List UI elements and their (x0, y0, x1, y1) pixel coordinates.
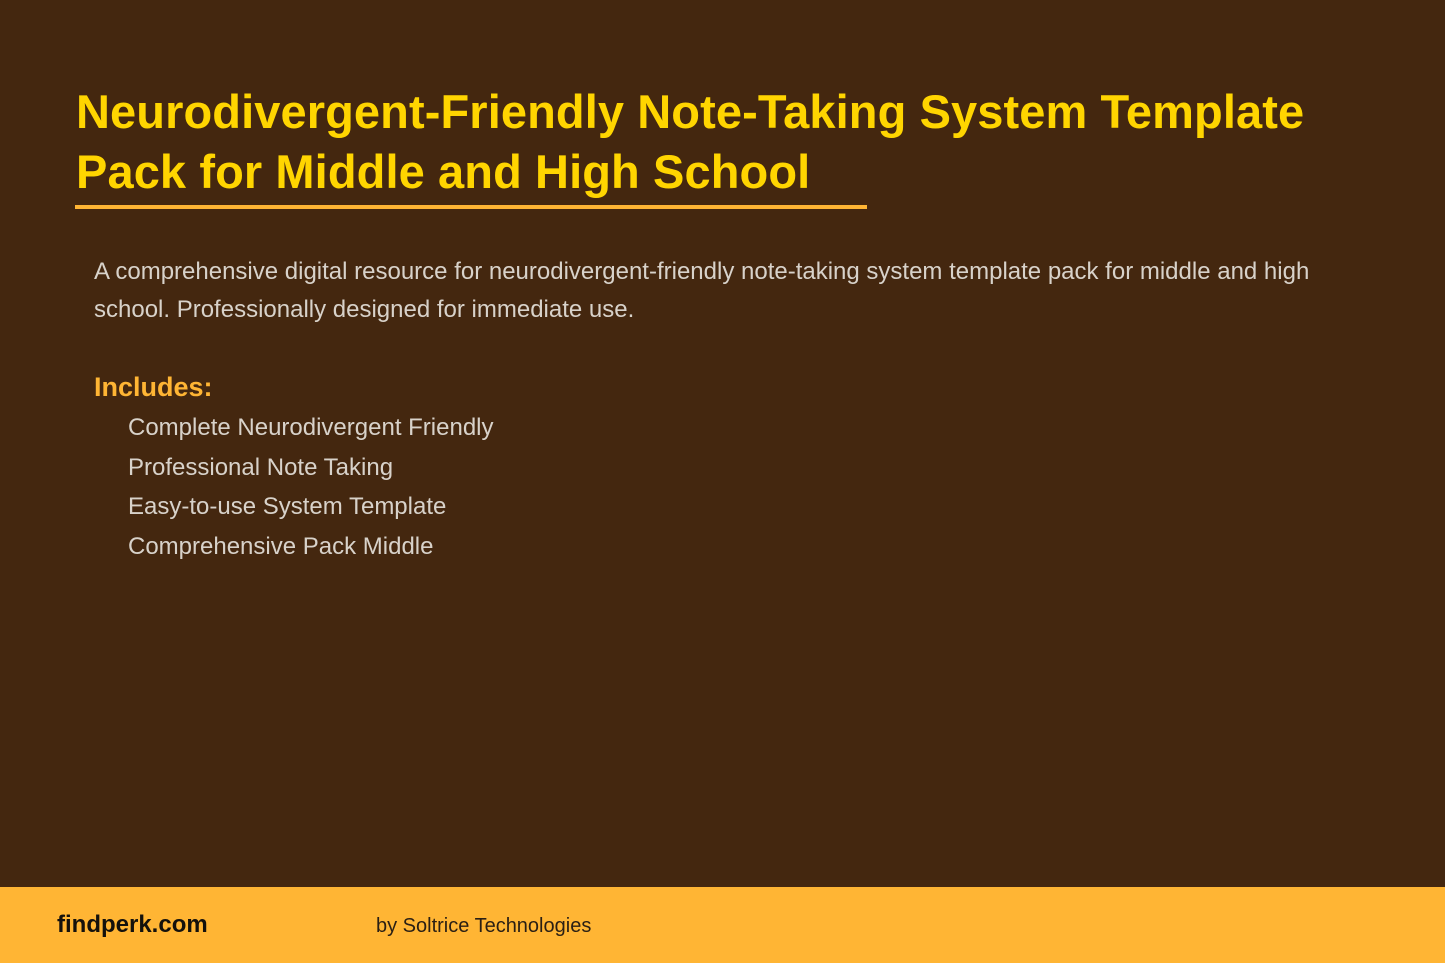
includes-item: Comprehensive Pack Middle (128, 532, 434, 560)
site-name: findperk.com (57, 911, 208, 938)
includes-item: Complete Neurodivergent Friendly (128, 414, 494, 441)
includes-list (128, 408, 494, 566)
title-block (76, 82, 1376, 202)
title-underline (75, 205, 867, 209)
includes-item: Easy-to-use System Template (128, 493, 447, 520)
description-text: A comprehensive digital resource for neurodivergent-friendly note-taking system template pack for middle and high school. Professionally designed for immediate use. (94, 258, 1310, 323)
page-title: Neurodivergent-Friendly Note-Taking System Template Pack for Middle and High School (76, 85, 1305, 198)
byline-text: by Soltrice Technologies (376, 915, 592, 937)
footer-bar (0, 887, 1445, 963)
includes-item: Professional Note Taking (128, 453, 394, 481)
includes-heading: Includes: (94, 372, 213, 402)
